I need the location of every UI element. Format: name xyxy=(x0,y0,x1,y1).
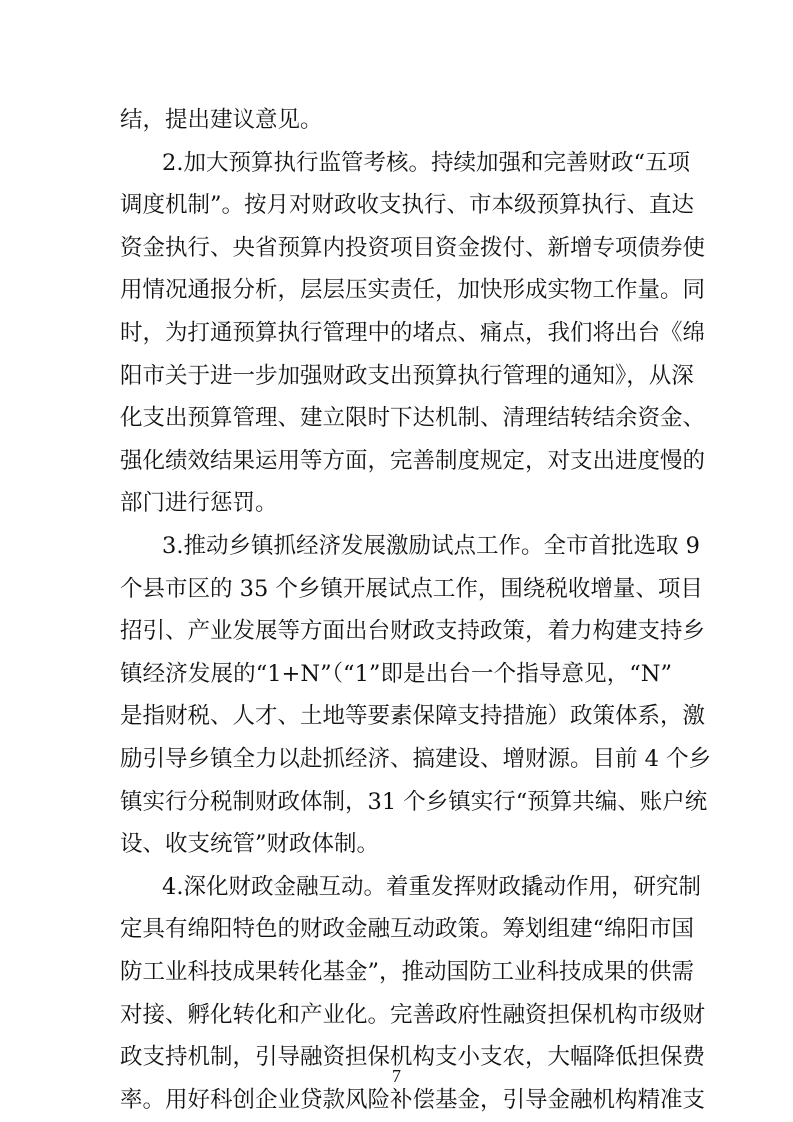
text-line: 是指财税、人才、土地等要素保障支持措施）政策体系，激 xyxy=(120,703,706,729)
text-line: 防工业科技成果转化基金”，推动国防工业科技成果的供需 xyxy=(120,959,695,985)
page-number: 7 xyxy=(392,1066,401,1086)
text-line: 调度机制”。按月对财政收支执行、市本级预算执行、直达 xyxy=(120,192,695,218)
section-heading-line: 3.推动乡镇抓经济发展激励试点工作。全市首批选取 9 xyxy=(162,533,700,559)
text-line: 对接、孵化转化和产业化。完善政府性融资担保机构市级财 xyxy=(120,1002,706,1028)
text-line: 励引导乡镇全力以赴抓经济、搞建设、增财源。目前 4 个乡 xyxy=(120,746,712,772)
text-line: 结，提出建议意见。 xyxy=(120,107,323,133)
text-line: 定具有绵阳特色的财政金融互动政策。筹划组建“绵阳市国 xyxy=(120,916,695,942)
text-line: 设、收支统管”财政体制。 xyxy=(120,831,380,857)
text-line: 部门进行惩罚。 xyxy=(120,490,278,516)
text-line: 强化绩效结果运用等方面，完善制度规定，对支出进度慢的 xyxy=(120,448,706,474)
text-line: 资金执行、央省预算内投资项目资金拨付、新增专项债券使 xyxy=(120,235,706,261)
text-line: 化支出预算管理、建立限时下达机制、清理结转结余资金、 xyxy=(120,405,706,431)
text-line: 率。用好科创企业贷款风险补偿基金，引导金融机构精准支 xyxy=(120,1087,706,1113)
text-line: 用情况通报分析，层层压实责任，加快形成实物工作量。同 xyxy=(120,277,706,303)
text-line: 镇实行分税制财政体制，31 个乡镇实行“预算共编、账户统 xyxy=(120,789,708,815)
text-line: 镇经济发展的“1+N”（“1”即是出台一个指导意见，“N” xyxy=(120,661,672,687)
text-line: 个县市区的 35 个乡镇开展试点工作，围绕税收增量、项目 xyxy=(120,576,703,602)
text-line: 招引、产业发展等方面出台财政支持政策，着力构建支持乡 xyxy=(120,618,706,644)
text-line: 阳市关于进一步加强财政支出预算执行管理的通知》，从深 xyxy=(120,363,694,389)
section-heading-line: 4.深化财政金融互动。着重发挥财政撬动作用，研究制 xyxy=(162,874,701,900)
section-heading-line: 2.加大预算执行监管考核。持续加强和完善财政“五项 xyxy=(162,150,690,176)
text-line: 政支持机制，引导融资担保机构支小支农，大幅降低担保费 xyxy=(120,1044,706,1070)
text-line: 时，为打通预算执行管理中的堵点、痛点，我们将出台《绵 xyxy=(120,320,706,346)
